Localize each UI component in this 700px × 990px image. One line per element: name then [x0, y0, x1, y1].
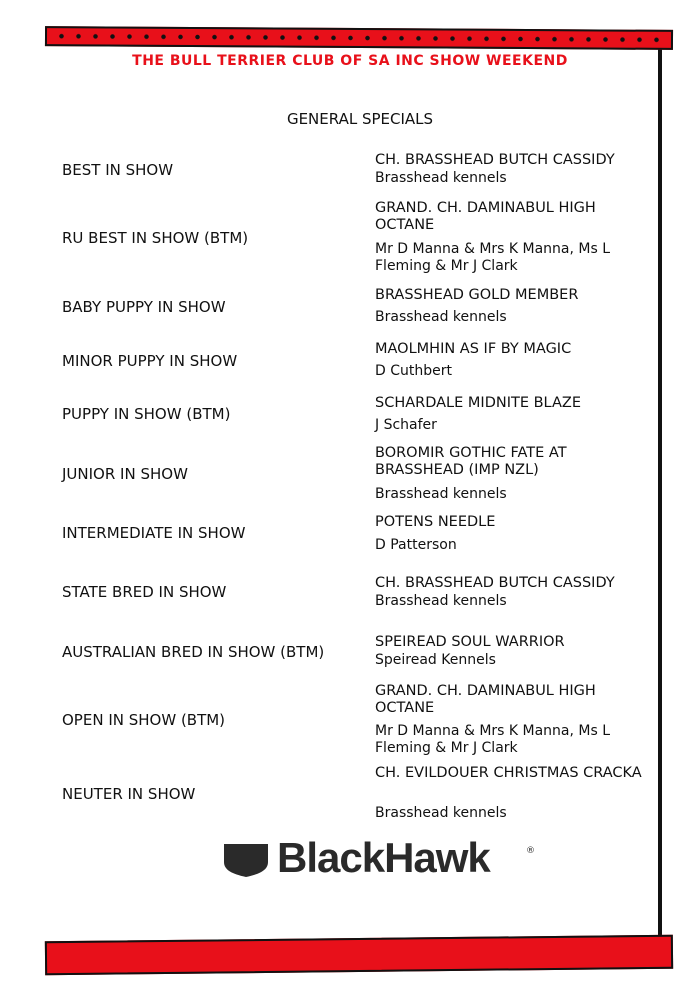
dog-name: CH. BRASSHEAD BUTCH CASSIDY — [375, 152, 615, 168]
award-label: BABY PUPPY IN SHOW — [62, 298, 226, 316]
dog-name: POTENS NEEDLE — [375, 514, 496, 530]
bottom-banner-bar — [45, 935, 673, 976]
dog-name: SPEIREAD SOUL WARRIOR — [375, 634, 565, 650]
owner-name: D Patterson — [375, 537, 457, 553]
dog-name: GRAND. CH. DAMINABUL HIGH OCTANE — [375, 200, 596, 233]
banner-dot-pattern — [53, 33, 665, 43]
registered-mark: ® — [526, 846, 535, 856]
owner-name: Brasshead kennels — [375, 170, 507, 186]
award-label: STATE BRED IN SHOW — [62, 583, 227, 601]
dog-name: BOROMIR GOTHIC FATE AT BRASSHEAD (IMP NZL) — [375, 445, 567, 478]
page-border-right — [658, 48, 662, 938]
owner-name: J Schafer — [375, 417, 437, 433]
award-label: MINOR PUPPY IN SHOW — [62, 352, 238, 370]
dog-name: SCHARDALE MIDNITE BLAZE — [375, 395, 581, 411]
club-title: THE BULL TERRIER CLUB OF SA INC SHOW WEEKEND — [132, 53, 568, 69]
dog-name: BRASSHEAD GOLD MEMBER — [375, 287, 579, 303]
section-title: GENERAL SPECIALS — [286, 110, 434, 128]
dog-name: CH. BRASSHEAD BUTCH CASSIDY — [375, 575, 615, 591]
dog-name: CH. EVILDOUER CHRISTMAS CRACKA — [375, 765, 642, 781]
award-label: PUPPY IN SHOW (BTM) — [62, 405, 231, 423]
blackhawk-shield-icon — [222, 842, 270, 878]
owner-name: Speiread Kennels — [375, 652, 496, 668]
award-label: JUNIOR IN SHOW — [62, 465, 188, 483]
owner-name: Brasshead kennels — [375, 805, 507, 821]
owner-name: Brasshead kennels — [375, 593, 507, 609]
owner-name: Mr D Manna & Mrs K Manna, Ms L Fleming & Mr J Clark — [375, 723, 611, 756]
award-label: BEST IN SHOW — [62, 161, 174, 179]
top-banner-bar — [45, 26, 673, 50]
award-label: INTERMEDIATE IN SHOW — [62, 524, 246, 542]
owner-name: Brasshead kennels — [375, 309, 507, 325]
dog-name: MAOLMHIN AS IF BY MAGIC — [375, 341, 572, 357]
owner-name: D Cuthbert — [375, 363, 452, 379]
owner-name: Mr D Manna & Mrs K Manna, Ms L Fleming & Mr J Clark — [375, 241, 611, 274]
owner-name: Brasshead kennels — [375, 486, 507, 502]
blackhawk-logo — [222, 834, 542, 882]
award-label: OPEN IN SHOW (BTM) — [62, 711, 226, 729]
dog-name: GRAND. CH. DAMINABUL HIGH OCTANE — [375, 683, 596, 716]
award-label: RU BEST IN SHOW (BTM) — [62, 229, 249, 247]
award-label: AUSTRALIAN BRED IN SHOW (BTM) — [62, 643, 325, 661]
sponsor-brand-name: BlackHawk — [277, 834, 490, 881]
award-label: NEUTER IN SHOW — [62, 785, 196, 803]
